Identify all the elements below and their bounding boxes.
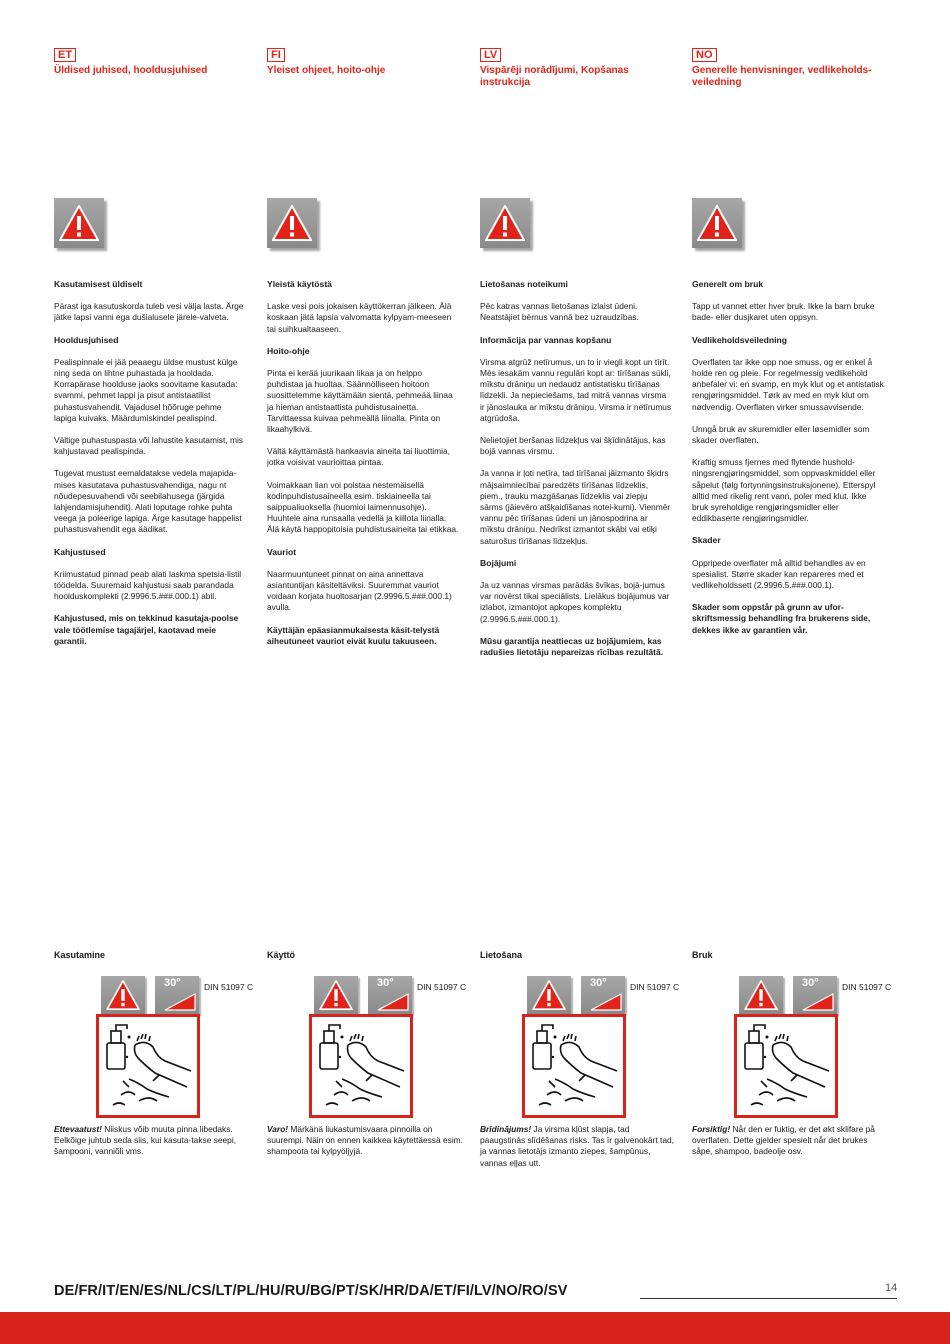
section-heading: Kasutamisest üldiselt: [54, 279, 143, 289]
slope-angle-box: [793, 976, 837, 1014]
din-standard-label: DIN 51097 C: [417, 982, 467, 992]
usage-caption-lead: Varo!: [267, 1124, 289, 1134]
paragraph: Pärast iga kasutuskorda tuleb vesi välja lasta. Ärge jätke lapsi vanni ega dušialusele järele-valveta.: [54, 301, 244, 323]
warning-triangle-icon: [744, 980, 778, 1010]
paragraph: Pinta ei kerää juurikaan likaa ja on helppo puhdistaa ja huoltaa. Säännölliseen hoitoon suosittelemme käyttämään sientä, pehmeää liinaa ja hieman antistaattista puhdistusainetta. Tarvittaessa kuivaa pehmeällä liinalla. Pinta on likaahylkivä.: [267, 368, 453, 435]
usage-heading: Bruk: [692, 950, 713, 960]
din-standard-label: DIN 51097 C: [630, 982, 680, 992]
slope-angle-icon: [155, 976, 199, 1014]
section-title: Generelle henvisninger, vedlikeholds-veiledning: [692, 65, 872, 88]
warning-icon-box: [267, 198, 317, 248]
bottom-brand-bar: [0, 1312, 950, 1344]
instructions-body: [692, 279, 884, 647]
slope-angle-label: 30°: [802, 977, 819, 989]
paragraph: Oppripede overflater må alltid behandles av en spesialist. Større skader kan repareres med et vedlikeholdssett (2.9996.5.###.000.1).: [692, 557, 866, 591]
usage-caption-lead: Forsiktig!: [692, 1124, 731, 1134]
section-heading: Informācija par vannas kopšanu: [480, 334, 612, 345]
instructions-body: [480, 279, 672, 669]
paragraph: Pealispinnale ei jää peaaegu üldse mustust külge ning seda on lihtne puhastada ja hooldada. Korrapärase hoolduse jaoks soovitame kasutada: svammi, pehmet lappi ja pisut antistaatilist puhastusvahendit. Vajadusel hõõruge pehme lapiga kuivaks. Määrdumiskindel pealispind.: [54, 356, 238, 423]
slope-angle-label: 30°: [164, 977, 181, 989]
section-title: Vispārēji norādījumi, Kopšanas instrukcija: [480, 65, 629, 88]
slope-angle-label: 30°: [590, 977, 607, 989]
usage-caption-lead: Brīdinājums!: [480, 1124, 532, 1134]
slope-angle-box: [581, 976, 625, 1014]
paragraph: Tapp ut vannet etter hver bruk. Ikke la barn bruke bade- eller dusjkaret uten oppsyn.: [692, 301, 875, 323]
slope-angle-box: [368, 976, 412, 1014]
slippery-bath-frame: [522, 1014, 626, 1118]
warning-triangle-icon: [106, 980, 140, 1010]
warranty-note: Mūsu garantija neattiecas uz bojājumiem, kas radušies lietotāju nepareizas rīcības rezultātā.: [480, 635, 663, 658]
slope-angle-label: 30°: [377, 977, 394, 989]
paragraph: Vältä käyttämästä hankaavia aineita tai liuottimia, jotka voisivat vaurioittaa pintaa.: [267, 446, 450, 468]
usage-heading: Kasutamine: [54, 950, 106, 960]
din-standard-label: DIN 51097 C: [842, 982, 892, 992]
usage-pictogram: [54, 976, 254, 1122]
slippery-bath-icon: [525, 1017, 623, 1115]
usage-heading: Lietošana: [480, 950, 523, 960]
warning-icon-box: [739, 976, 783, 1014]
section-heading: Hooldusjuhised: [54, 334, 119, 345]
section-heading: Yleistä käytöstä: [267, 279, 332, 289]
section-title: Yleiset ohjeet, hoito-ohje: [267, 65, 386, 76]
warning-triangle-icon: [485, 205, 525, 241]
slope-angle-icon: [581, 976, 625, 1014]
slope-angle-icon: [368, 976, 412, 1014]
paragraph: Voimakkaan lian voi poistaa nestemäisellä kodinpuhdistusaineella esim. tiskiaineella tai saippualiuoksella (huomioi laimennusohje). Huuhtele aina runsaalla vedellä ja kiillota liinalla. Älä käytä happopitoisia puhdistusaineita tai etikkaa.: [267, 479, 459, 535]
usage-caption-text: Ja virsma kļūst slapja, tad paaugstinās slīdēšanas risks. Tas īr galvenokārt tad, ja vannas lietotājs izmanto ziepes, šampūnus, vannas eļļas utt.: [480, 1124, 674, 1168]
paragraph: Unngå bruk av skuremidler eller løsemidler som skader overflaten.: [692, 423, 870, 446]
page-number: 14: [885, 1282, 898, 1294]
usage-caption: [692, 1124, 888, 1158]
paragraph: Ja vanna ir ļoti netīra, tad tīrīšanai jāizmanto šķidrs mājsaimniecībai paredzēts tīrīšanas līdzeklis, piem., trauku mazgāšanas līdzeklis vai ziepju sārms (jāievēro atšķaidīšanas notei-kumi). Vienmēr vannu pēc tīrīšanas ūdeni un jānospodrina ar mīkstu drāniņu. Nedrīkst izmantot skābi vai etiķi saturošus tīrīšanas līdzekļus.: [480, 468, 671, 546]
section-heading: Generelt om bruk: [692, 279, 764, 289]
warranty-note: Kahjustused, mis on tekkinud kasutaja-poolse vale töötlemise tagajärjel, kaotavad meie garantii.: [54, 613, 239, 646]
usage-caption: [54, 1124, 250, 1158]
language-code-badge: FI: [267, 48, 285, 62]
warning-triangle-icon: [272, 205, 312, 241]
footer-divider: [640, 1298, 897, 1299]
usage-heading: Käyttö: [267, 950, 296, 960]
usage-caption-text: Niiskus võib muuta pinna libedaks. Eelkõige juhtub seda siis, kui kasuta-takse seepi, šampooni, vanniõli vms.: [54, 1124, 237, 1157]
usage-pictogram: [692, 976, 892, 1122]
paragraph: Nelietojiet beršanas līdzekļus vai šķīdinātājus, kas bojā vannas virsmu.: [480, 435, 666, 457]
warranty-note: Käyttäjän epäasianmukaisesta käsit-telystä aiheutuneet vauriot eivät kuulu takuuseen.: [267, 624, 440, 646]
warning-icon-box: [314, 976, 358, 1014]
usage-caption-text: Märkänä liukastumisvaara pinnoilla on suurempi. Näin on ennen kaikkea käytettäessä esim. shampoota tai kylpyöljyjä.: [267, 1124, 463, 1157]
section-heading: Bojājumi: [480, 557, 517, 568]
slope-angle-icon: [793, 976, 837, 1014]
section-title: Üldised juhised, hooldusjuhised: [54, 65, 208, 76]
slippery-bath-frame: [734, 1014, 838, 1118]
paragraph: Kraftig smuss fjernes med flytende hushold-ningsrengjøringsmiddel, som oppvaskmiddel eller såpelut (følg fortynningsinstruksjonene). Etterspyl alltid med rikelig rent vann, poler med klut. Ikke bruk syreholdige rengjøringsmidler eller eddikbaserte rengjøringsmidler.: [692, 457, 876, 524]
paragraph: Kriimustatud pinnad peab alati laskma spetsia-listil töödelda. Suuremaid kahjustusi saab parandada hoolduskomplekti (2.9996.5.###.000.1) abil.: [54, 568, 242, 602]
usage-pictogram: [267, 976, 467, 1122]
section-heading: Lietošanas noteikumi: [480, 279, 568, 289]
paragraph: Pēc katras vannas lietošanas izlaist ūdeni. Neatstājiet bērnus vannā bez uzraudzības.: [480, 301, 639, 323]
usage-caption-text: Når den er fuktig, er det økt sklifare på overflaten. Dette gjelder spesielt når det brukes såpe, shampoo, badeolje osv.: [692, 1124, 875, 1157]
slippery-bath-frame: [96, 1014, 200, 1118]
warning-icon-box: [480, 198, 530, 248]
paragraph: Ja uz vannas virsmas parādās švīkas, bojā-jumus var novērst tikai speciālists. Lielākus bojājumus var izlabot, izmantojot apkopes komplektu (2.9996.5.###.000.1).: [480, 580, 670, 624]
warning-icon-box: [692, 198, 742, 248]
slippery-bath-icon: [737, 1017, 835, 1115]
section-heading: Skader: [692, 535, 721, 546]
language-code-badge: ET: [54, 48, 76, 62]
paragraph: Virsma atgrūž netīrumus, un to ir viegli kopt un tīrīt. Mēs iesakām vannu regulāri kopt ar: tīrīšanas sūkli, mīkstu drāniņu un nedaudz antistatisku tīrīšanas līdzekli. Ja nepieciešams, tad mitrā vannas virsma ir jānoslauka ar mīkstu drāniņu. Virsma ir netīrumus atgrūdoša.: [480, 356, 672, 423]
usage-caption-lead: Ettevaatust!: [54, 1124, 102, 1134]
section-heading: Kahjustused: [54, 546, 106, 557]
language-list: DE/FR/IT/EN/ES/NL/CS/LT/PL/HU/RU/BG/PT/SK/HR/DA/ET/FI/LV/NO/RO/SV: [54, 1283, 568, 1299]
slippery-bath-icon: [99, 1017, 197, 1115]
din-standard-label: DIN 51097 C: [204, 982, 254, 992]
language-code-badge: LV: [480, 48, 501, 62]
paragraph: Naarmuuntuneet pinnat on aina annettava asiantuntijan käsiteltäviksi. Suuremmat vauriot voidaan korjata huoltosarjan (2.9996.5.###.000.1) avulla.: [267, 568, 452, 613]
instructions-body: [267, 279, 459, 658]
warning-icon-box: [527, 976, 571, 1014]
section-heading: Vedlikeholdsveiledning: [692, 334, 788, 345]
warning-triangle-icon: [59, 205, 99, 241]
slope-angle-box: [155, 976, 199, 1014]
warranty-note: Skader som oppstår på grunn av ufor-skriftsmessig behandling fra brukerens side, dekkes ikke av garantien vår.: [692, 602, 871, 635]
warning-triangle-icon: [532, 980, 566, 1010]
section-heading: Vauriot: [267, 546, 297, 557]
slippery-bath-icon: [312, 1017, 410, 1115]
paragraph: Vältige puhastuspasta või lahustite kasutamist, mis kahjustavad pealispinda.: [54, 435, 243, 457]
warning-icon-box: [101, 976, 145, 1014]
paragraph: Overflaten tar ikke opp noe smuss, og er enkel å holde ren og pleie. For regelmessig vedlikehold anbefaler vi: en svamp, en myk klut og et antistatisk rengjøringsmiddel. Tørk av med en myk klut om nødvendig. Overflaten virker smussavvisende.: [692, 356, 884, 412]
warning-triangle-icon: [319, 980, 353, 1010]
usage-caption: [267, 1124, 463, 1158]
warning-icon-box: [54, 198, 104, 248]
paragraph: Tugevat mustust eemaldatakse vedela majapida-mises kasutatava puhastusvahendiga, nagu nt nõudepesuvahendi või seebilahusega (järgida lahjendamisjuhendit). Alati loputage rohke puhta veega ja poleerige lapiga. Ärge kasutage happelist puhastusvahendit ega äädikat.: [54, 468, 242, 535]
slippery-bath-frame: [309, 1014, 413, 1118]
section-heading: Hoito-ohje: [267, 345, 310, 356]
usage-pictogram: [480, 976, 680, 1122]
language-code-badge: NO: [692, 48, 717, 62]
instructions-body: [54, 279, 246, 658]
paragraph: Laske vesi pois jokaisen käyttökerran jälkeen. Älä koskaan jätä lapsia valvomatta kylpyam-meeseen tai suihkualtaaseen.: [267, 301, 452, 334]
warning-triangle-icon: [697, 205, 737, 241]
usage-caption: [480, 1124, 676, 1169]
